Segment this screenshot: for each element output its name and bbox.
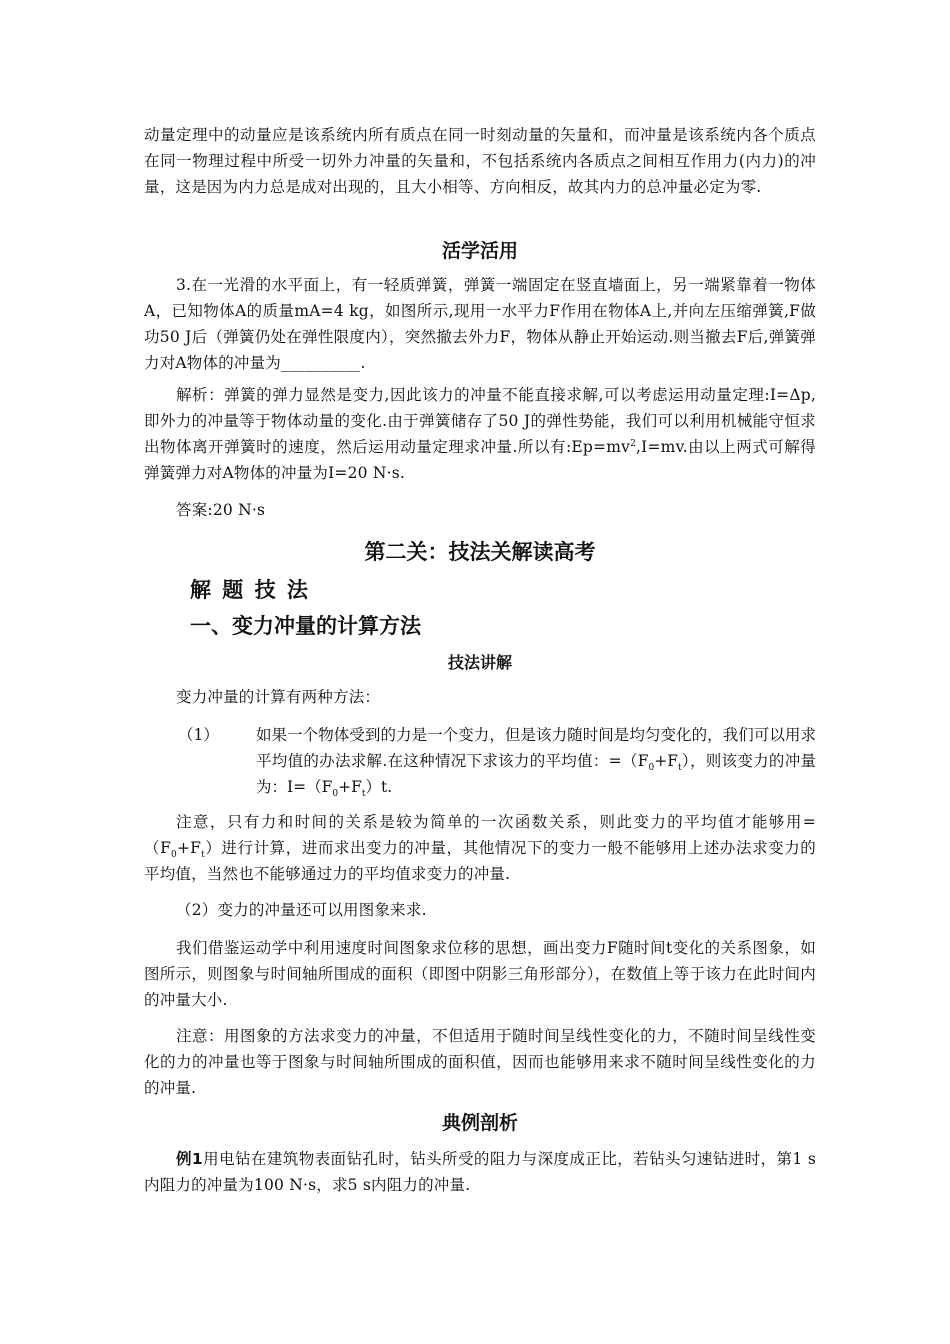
- analysis-text-b: ,I=mv.由以上两式可解得弹簧弹力对A物体的冲量为I=20 N·s.: [144, 438, 816, 482]
- list-number-1: （1）: [178, 726, 219, 744]
- item1-text-d: +F: [338, 778, 362, 796]
- note-paragraph-2: 注意：用图象的方法求变力的冲量，不但适用于随时间呈线性变化的力，不随时间呈线性变化的力的冲量也等于图象与时间轴所围成的面积值，因而也能够用来求不随时间呈线性变化的力的冲量.: [144, 1027, 816, 1097]
- question-paragraph: 3.在一光滑的水平面上，有一轻质弹簧，弹簧一端固定在竖直墙面上，另一端紧靠着一物体A，已知物体A的质量mA=4 kg，如图所示,现用一水平力F作用在物体A上,并向左压缩弹簧,F做功50 J后（弹簧仍处在弹性限度内），突然撤去外力F，物体从静止开始运动.则当撤去F后,弹簧弹力对A物体的冲量为__________.: [144, 276, 816, 372]
- section-title-practice: 活学活用: [441, 240, 518, 262]
- note1-text-a: 注意，只有力和时间的关系是较为简单的一次函数关系，则此变力的平均值才能够用=（F: [144, 813, 816, 857]
- item1-sub-0b: 0: [332, 789, 339, 800]
- section-title-examples: 典例剖析: [441, 1112, 518, 1134]
- note-paragraph-1: [144, 809, 816, 887]
- technique-explain-heading: 技法讲解: [447, 653, 512, 672]
- item1-text-b: +F: [654, 752, 678, 770]
- item1-sub-0: 0: [648, 763, 655, 774]
- analysis-superscript: 2: [630, 438, 637, 449]
- techniques-subtitle: 解 题 技 法: [190, 578, 310, 602]
- example-text: 用电钻在建筑物表面钻孔时，钻头所受的阻力与深度成正比，若钻头匀速钻进时，第1 s内阻力的冲量为100 N·s，求5 s内阻力的冲量.: [144, 1150, 817, 1194]
- example-label: 例1: [176, 1150, 203, 1168]
- chapter-title: 第二关：技法关解读高考: [364, 540, 596, 564]
- note1-sub-0: 0: [171, 850, 177, 861]
- intro-paragraph: 动量定理中的动量应是该系统内所有质点在同一时刻动量的矢量和，而冲量是该系统内各个质点在同一物理过程中所受一切外力冲量的矢量和，不包括系统内各质点之间相互作用力(内力)的冲量，这是因为内力总是成对出现的，且大小相等、方向相反，故其内力的总冲量必定为零.: [144, 126, 816, 196]
- item1-text-c: ），则该变力的冲量为：I=（F: [256, 752, 816, 796]
- list-item-2: （2）变力的冲量还可以用图象来求.: [176, 901, 427, 919]
- item1-text-a: 如果一个物体受到的力是一个变力，但是该力随时间是均匀变化的，我们可以用求平均值的办法求解.在这种情况下求该力的平均值：=（F: [256, 726, 816, 770]
- method-heading: 一、变力冲量的计算方法: [190, 614, 421, 638]
- note1-sub-t: t: [201, 850, 205, 861]
- methods-lead: 变力冲量的计算有两种方法：: [176, 688, 381, 706]
- list-item-1: [256, 722, 816, 800]
- item1-sub-tb: t: [361, 789, 366, 800]
- answer-line: 答案:20 N·s: [176, 501, 266, 519]
- item1-sub-t: t: [677, 763, 682, 774]
- note1-text-c: ）进行计算，进而求出变力的冲量，其他情况下的变力一般不能够用上述办法求变力的平均值，当然也不能够通过力的平均值求变力的冲量.: [144, 839, 817, 883]
- note1-text-b: +F: [176, 839, 202, 857]
- item1-text-e: ）t.: [365, 778, 393, 796]
- analysis-paragraph: [144, 382, 816, 486]
- graph-method-paragraph: 我们借鉴运动学中利用速度时间图象求位移的思想，画出变力F随时间t变化的关系图象，如图所示，则图象与时间轴所围成的面积（即图中阴影三角形部分），在数值上等于该力在此时间内的冲量大小.: [144, 939, 816, 1009]
- analysis-text-a: 解析：弹簧的弹力显然是变力,因此该力的冲量不能直接求解,可以考虑运用动量定理:I=Δp,即外力的冲量等于物体动量的变化.由于弹簧储存了50 J的弹性势能，我们可以利用机械能守恒求出物体离开弹簧时的速度，然后运用动量定理求冲量.所以有:Ep=mv: [144, 386, 816, 456]
- example-paragraph: [144, 1146, 816, 1198]
